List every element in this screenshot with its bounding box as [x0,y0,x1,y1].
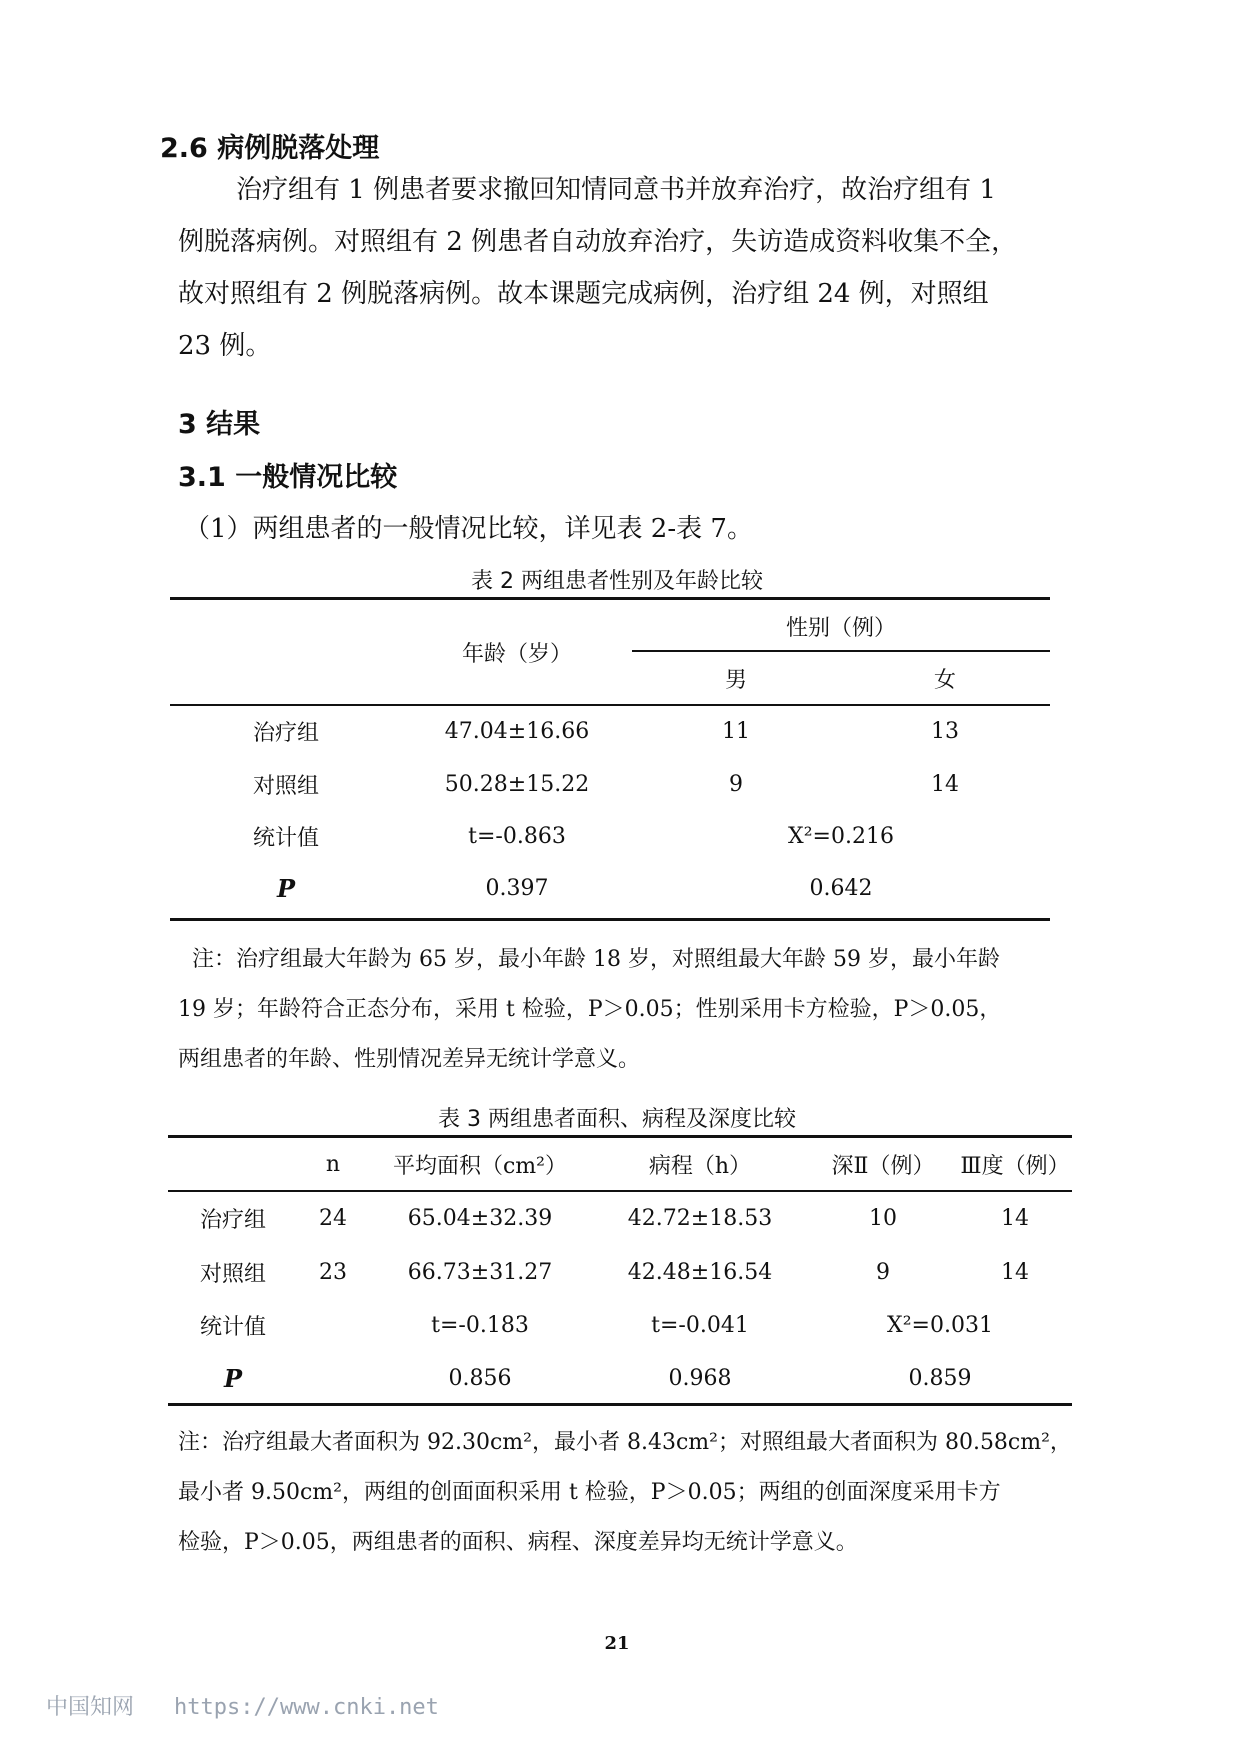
intro-text: （1）两组患者的一般情况比较，详见表 2-表 7。 [184,514,753,544]
table3-cell-n: 24 [319,1205,347,1231]
note-line: 检验，P＞0.05，两组患者的面积、病程、深度差异均无统计学意义。 [178,1530,858,1555]
p-symbol: P [276,873,296,903]
table2-stat-label: 统计值 [252,825,319,851]
table-row [168,1352,1072,1404]
table3-cell-course: 42.72±18.53 [627,1205,773,1231]
footer-brand: 中国知网 [46,1695,135,1720]
table3-header-n: n [325,1151,341,1177]
note-line: 注：治疗组最大者面积为 92.30cm²，最小者 8.43cm²；对照组最大者面积为 80.58cm²， [178,1430,1072,1455]
table3-cell-area: 66.73±31.27 [407,1259,553,1285]
note-line: 最小者 9.50cm²，两组的创面面积采用 t 检验，P＞0.05；两组的创面深度采用卡方 [178,1480,1001,1505]
section-heading-3-1: 3.1 一般情况比较 [178,462,398,493]
p-symbol: P [223,1363,243,1393]
footer-watermark [46,1690,439,1721]
table-row [168,1246,1072,1298]
table2-cell-female: 13 [931,718,959,744]
table-row [170,862,1050,914]
paragraph-line: 治疗组有 1 例患者要求撤回知情同意书并放弃治疗，故治疗组有 1 [236,175,996,205]
table3-header-course: 病程（h） [648,1153,752,1179]
table2-note [178,935,1098,1085]
table3-header-deep2: 深Ⅱ（例） [831,1153,935,1179]
table-row [168,1298,1072,1352]
paragraph-line: 例脱落病例。对照组有 2 例患者自动放弃治疗，失访造成资料收集不全， [178,227,1018,257]
table3-stat-depth: X²=0.031 [887,1312,993,1338]
section-heading-2-6: 2.6 病例脱落处理 [160,133,380,164]
table2-cell-age: 50.28±15.22 [444,771,590,797]
table3-header-area: 平均面积（cm²） [392,1153,567,1179]
table2-row-label: 对照组 [252,773,319,799]
table2-cell-male: 9 [729,771,743,797]
table-row [170,810,1050,862]
table2-p-label [170,862,402,914]
table2-header-male: 男 [724,667,747,693]
table3-caption: 表 3 两组患者面积、病程及深度比较 [438,1107,796,1132]
footer-url[interactable]: https://www.cnki.net [174,1695,439,1720]
table3-p-depth: 0.859 [908,1365,972,1391]
table2-row-label: 治疗组 [252,720,319,746]
table3-stat-course: t=-0.041 [651,1312,749,1338]
table2-stat-age: t=-0.863 [468,823,566,849]
table3 [168,1138,1072,1404]
table2-header-age: 年龄（岁） [461,641,572,667]
table2-bottom-rule [170,918,1050,921]
table2-cell-female: 14 [931,771,959,797]
table3-corner [168,1138,298,1190]
table3-cell-deg3: 14 [1001,1205,1029,1231]
table-row [170,704,1050,758]
table3-cell-course: 42.48±16.54 [627,1259,773,1285]
table3-row-label: 对照组 [199,1261,266,1287]
table3-p-label [168,1352,298,1404]
table3-stat-empty [298,1298,368,1352]
table3-p-empty [298,1352,368,1404]
section-heading-3: 3 结果 [178,409,261,440]
table2-stat-sex: X²=0.216 [788,823,894,849]
page-number: 21 [604,1633,630,1654]
table3-cell-deep2: 9 [876,1259,890,1285]
table2 [170,600,1050,914]
table-row [170,758,1050,810]
table2-p-sex: 0.642 [809,875,873,901]
table3-row-label: 治疗组 [199,1207,266,1233]
table3-cell-n: 23 [319,1259,347,1285]
table2-cell-age: 47.04±16.66 [444,718,590,744]
table3-p-area: 0.856 [448,1365,512,1391]
note-line: 19 岁；年龄符合正态分布，采用 t 检验，P＞0.05；性别采用卡方检验，P＞0.05， [178,997,1002,1022]
table2-corner [170,600,402,704]
table2-cell-male: 11 [722,718,750,744]
paragraph-dropout [178,164,1098,372]
table3-cell-area: 65.04±32.39 [407,1205,553,1231]
paragraph-line: 故对照组有 2 例脱落病例。故本课题完成病例，治疗组 24 例，对照组 [178,279,989,309]
table3-header-deg3: Ⅲ度（例） [960,1153,1070,1179]
table3-stat-area: t=-0.183 [431,1312,529,1338]
table2-p-age: 0.397 [485,875,549,901]
table3-cell-deep2: 10 [869,1205,897,1231]
table-row [168,1190,1072,1246]
note-line: 两组患者的年龄、性别情况差异无统计学意义。 [178,1047,641,1072]
table3-note [178,1418,1098,1568]
table2-caption: 表 2 两组患者性别及年龄比较 [471,569,763,594]
note-line: 注：治疗组最大年龄为 65 岁，最小年龄 18 岁，对照组最大年龄 59 岁，最小年龄 [192,947,1000,972]
paragraph-line: 23 例。 [178,331,272,361]
table2-header-female: 女 [933,667,956,693]
table3-cell-deg3: 14 [1001,1259,1029,1285]
table3-p-course: 0.968 [668,1365,732,1391]
table3-stat-label: 统计值 [199,1314,266,1340]
table2-header-sex: 性别（例） [785,615,896,641]
